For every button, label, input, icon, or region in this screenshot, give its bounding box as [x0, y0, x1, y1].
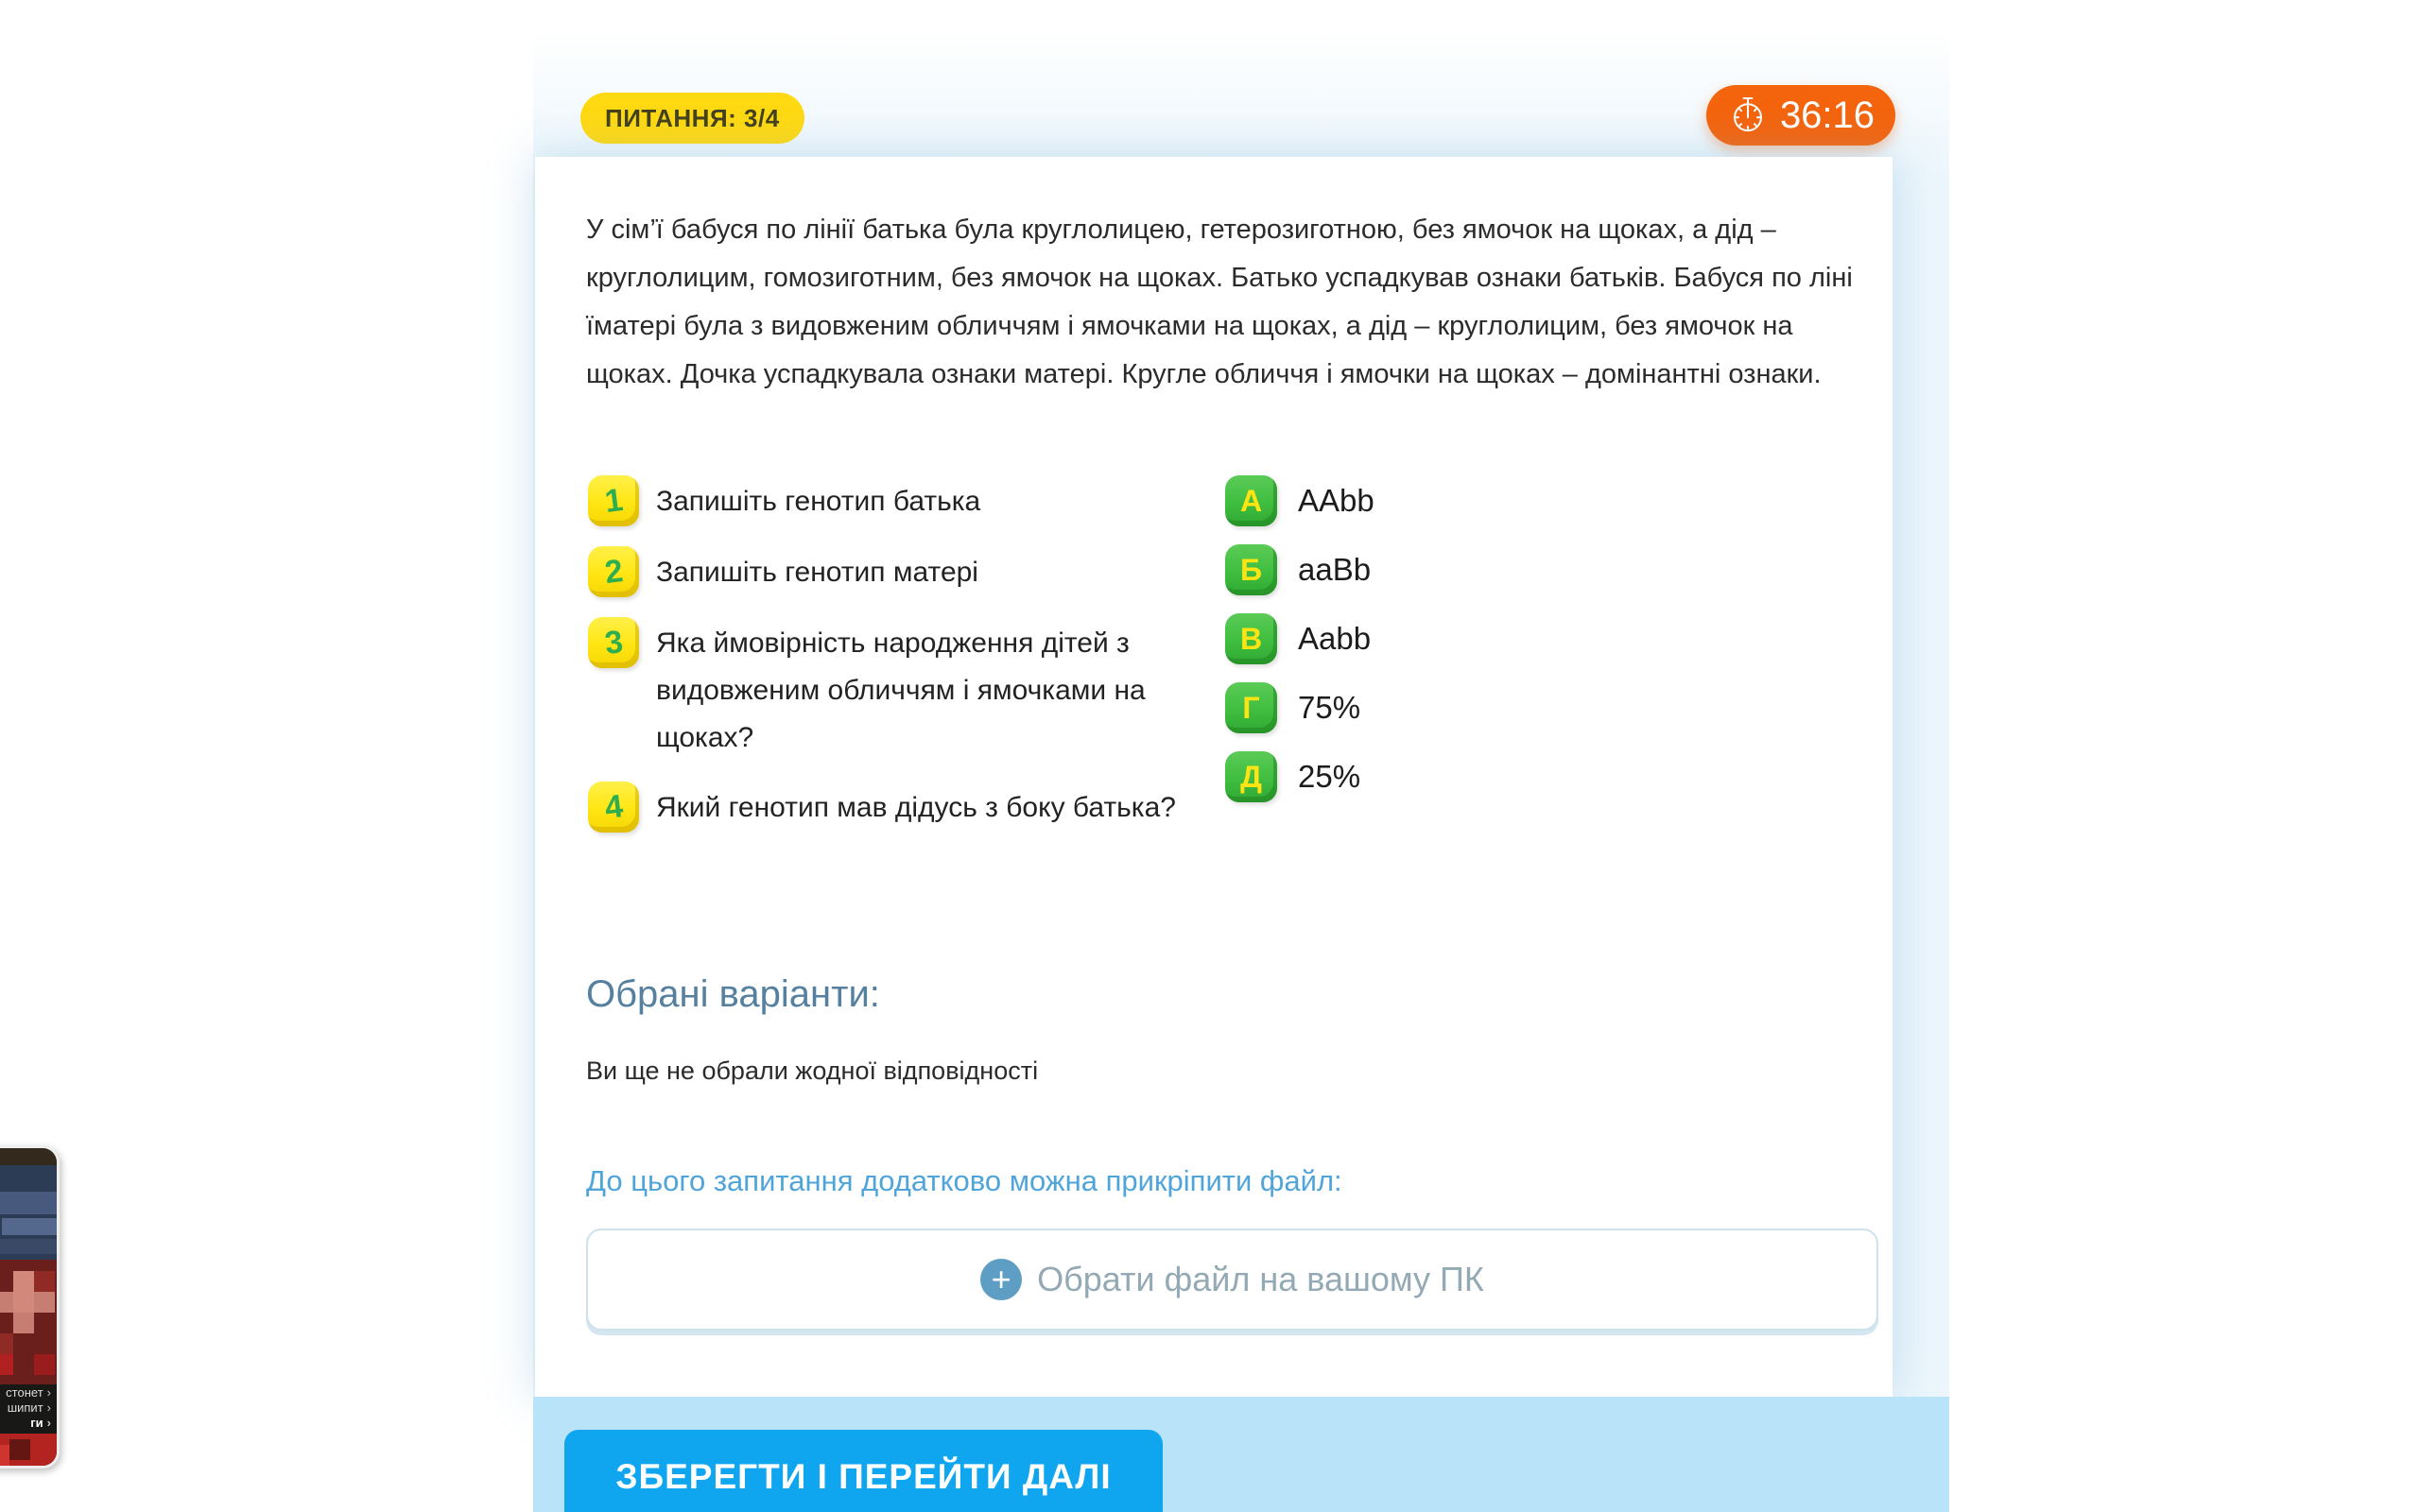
timer-value: 36:16	[1779, 94, 1876, 136]
option-text-b: aaBb	[1298, 552, 1372, 587]
letter-badge-a[interactable]: А	[1225, 475, 1277, 526]
number-badge-1[interactable]: 1	[588, 475, 639, 526]
letter-badge-d[interactable]: Д	[1225, 751, 1277, 802]
plus-icon: +	[980, 1259, 1022, 1300]
prompt-text-3: Яка ймовірність народження дітей з видовженим обличчям і ямочками на щоках?	[656, 627, 1146, 753]
file-upload-dropzone[interactable]	[586, 1228, 1878, 1331]
attach-file-label: До цього запитання додатково можна прикріпити файл:	[586, 1164, 1342, 1197]
prompt-row-1[interactable]	[588, 475, 1185, 526]
chevron-right-icon: ›	[46, 1385, 51, 1400]
promo-image-pixel-cross	[0, 1260, 57, 1384]
promo-image-top	[0, 1148, 57, 1165]
prompt-text-4: Який генотип мав дідусь з боку батька?	[656, 792, 1176, 823]
number-badge-4[interactable]: 4	[588, 782, 639, 833]
number-badge-2[interactable]: 2	[588, 546, 639, 597]
option-list	[1225, 475, 1374, 802]
promo-link-1[interactable]: стонет ›	[6, 1385, 51, 1400]
letter-badge-v[interactable]: В	[1225, 613, 1277, 664]
promo-image-bottom	[0, 1434, 57, 1466]
prompt-row-2[interactable]	[588, 546, 1185, 597]
option-text-g: 75%	[1298, 690, 1361, 725]
prompt-row-3[interactable]	[588, 617, 1185, 762]
prompt-list	[588, 475, 1185, 833]
option-row-d[interactable]	[1225, 751, 1374, 802]
prompt-row-4[interactable]	[588, 782, 1185, 833]
option-text-v: Aabb	[1298, 621, 1372, 656]
letter-badge-b[interactable]: Б	[1225, 544, 1277, 595]
promo-image-blue-blocks	[0, 1165, 57, 1260]
chevron-right-icon: ›	[46, 1416, 51, 1430]
question-counter-label: ПИТАННЯ: 3/4	[605, 103, 780, 132]
question-card	[535, 157, 1893, 1397]
promo-link-3[interactable]: ги ›	[30, 1416, 51, 1430]
selected-variants-empty-message: Ви ще не обрали жодної відповідності	[586, 1057, 1039, 1085]
file-upload-label: Обрати файл на вашому ПК	[1037, 1260, 1484, 1298]
question-text: У сім’ї бабуся по лінії батька була круглолицею, гетерозиготною, без ямочок на щоках, а дід – круглолицим, гомозиготним, без ямочок на щоках. Батько успадкував ознаки батьків. Бабуся по ліні їматері була з видовженим обличчям і ямочками на щоках, а дід – круглолицим, без ямочок на щоках. Дочка успадкувала ознаки матері. Кругле обличчя і ямочки на щоках – домінантні ознаки.	[586, 215, 1853, 389]
promo-link-list	[0, 1384, 57, 1434]
prompt-text-2: Запишіть генотип матері	[656, 557, 978, 588]
chevron-right-icon: ›	[46, 1400, 51, 1415]
prompt-text-1: Запишіть генотип батька	[656, 486, 981, 517]
number-badge-3[interactable]: 3	[588, 617, 639, 668]
option-row-b[interactable]	[1225, 544, 1374, 595]
corner-promo-widget[interactable]	[0, 1145, 60, 1469]
option-row-a[interactable]	[1225, 475, 1374, 526]
letter-badge-g[interactable]: Г	[1225, 682, 1277, 733]
option-row-g[interactable]	[1225, 682, 1374, 733]
option-text-d: 25%	[1298, 759, 1361, 794]
stopwatch-icon	[1727, 94, 1769, 136]
option-row-v[interactable]	[1225, 613, 1374, 664]
question-counter-badge	[580, 93, 804, 144]
timer-badge	[1706, 85, 1895, 146]
save-and-continue-button[interactable]: ЗБЕРЕГТИ І ПЕРЕЙТИ ДАЛІ	[564, 1430, 1163, 1512]
selected-variants-heading: Обрані варіанти:	[586, 973, 880, 1015]
option-text-a: AAbb	[1298, 483, 1374, 518]
promo-link-2[interactable]: шипит ›	[7, 1400, 51, 1415]
